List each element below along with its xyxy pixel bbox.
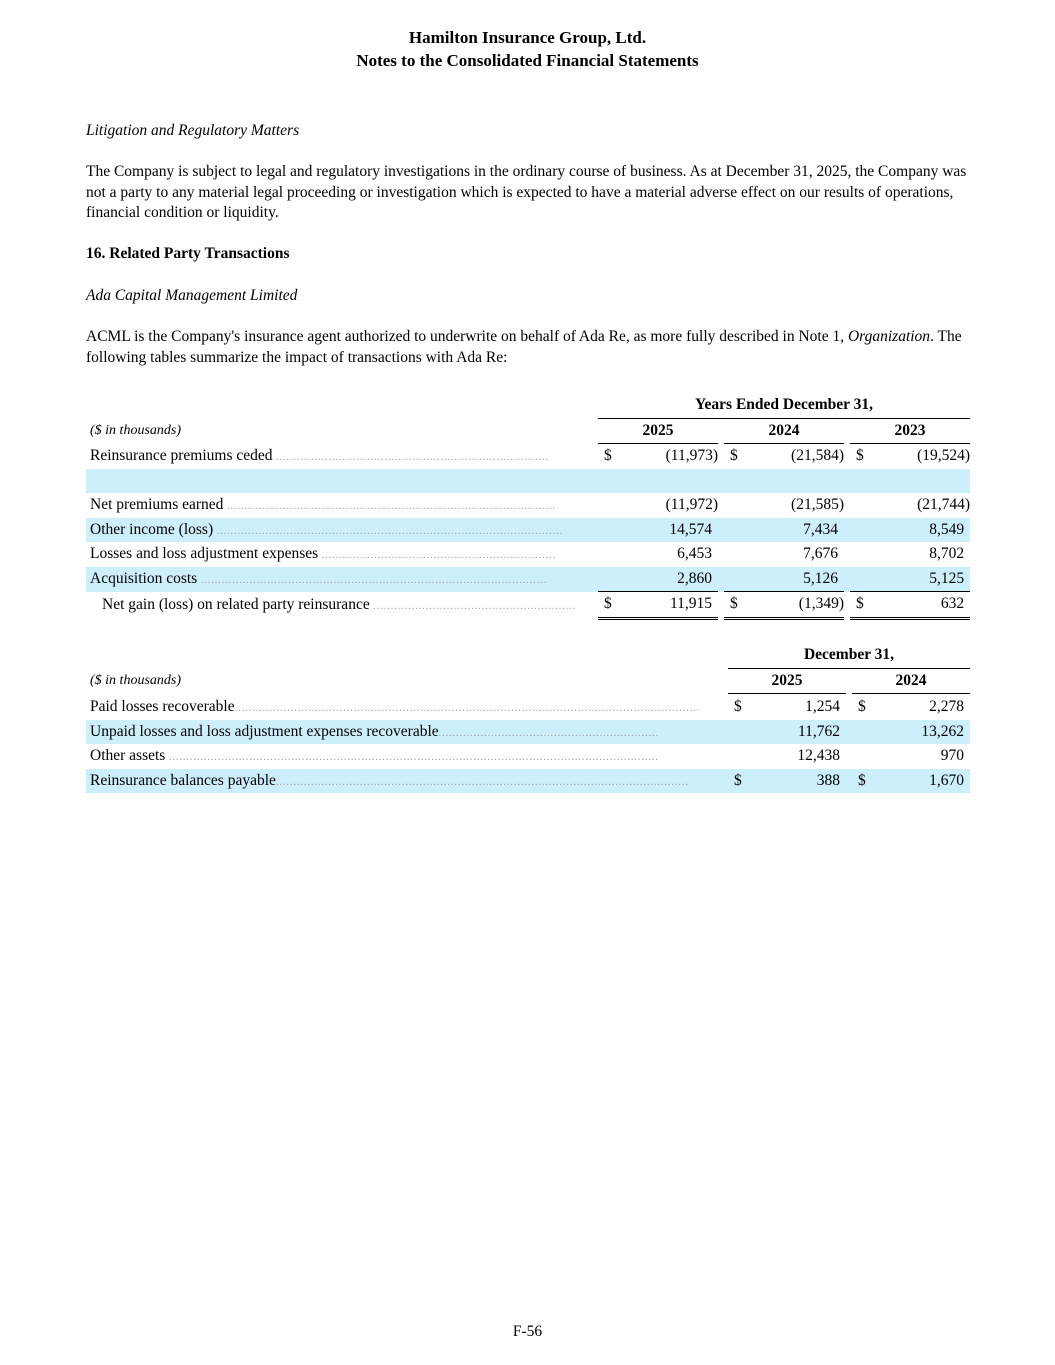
cell-value: (1,349) [798,595,844,613]
cell-value: 14,574 [598,518,718,543]
cell-value: 12,438 [797,747,840,765]
currency-symbol: $ [730,447,738,465]
page-subtitle: Notes to the Consolidated Financial Statements [356,51,699,70]
table-row: Other income (loss) ................................................................................................... 14,574 7,434 8,549 [86,518,970,543]
row-label: Other assets [90,747,166,765]
cell-value: (21,584) [791,447,844,465]
cell-value: 1,670 [878,769,970,794]
table1-year-2024: 2024 [724,418,844,444]
table-row: Paid losses recoverable..................................................................................................................................... $ 1,254 $ 2,278 [86,694,970,720]
cell-value: 11,762 [728,720,846,745]
row-label: Losses and loss adjustment expenses [90,545,319,563]
cell-value: 6,453 [677,545,712,563]
table1-units: ($ in thousands) [90,422,181,438]
related-party-income-table [86,393,970,620]
cell-value: 970 [940,747,964,765]
company-name: Hamilton Insurance Group, Ltd. [408,28,647,47]
table-row: Net premiums earned .............................................................................................. (11,972) (21,585) (21,744) [86,493,970,518]
table-row: Acquisition costs ................................................................................................... 2,860 5,126 5,125 [86,567,970,592]
cell-value: (21,744) [917,496,971,514]
cell-value: 1,254 [805,697,840,715]
cell-value: (11,973) [665,447,718,465]
cell-value: 388 [754,769,846,794]
currency-symbol: $ [604,595,612,613]
cell-value: 8,549 [850,518,970,543]
currency-symbol: $ [852,769,878,794]
blank-shaded-row [86,469,970,494]
cell-value: 13,262 [852,720,970,745]
cell-value: 7,434 [724,518,844,543]
currency-symbol: $ [858,697,866,715]
table2-year-2025: 2025 [728,668,846,694]
section-heading: 16. Related Party Transactions [86,245,290,262]
row-label: Net gain (loss) on related party reinsurance [102,595,370,613]
cell-value: (11,972) [665,496,718,514]
table2-year-2024: 2024 [852,668,970,694]
table2-units: ($ in thousands) [90,672,181,688]
currency-symbol: $ [856,595,864,613]
related-party-balance-table [86,643,970,793]
cell-value: 8,702 [929,545,965,563]
cell-value: 2,278 [929,697,964,715]
table1-group-header: Years Ended December 31, [598,393,970,418]
row-label: Reinsurance premiums ceded [90,447,273,464]
row-label: Unpaid losses and loss adjustment expenses recoverable [90,722,439,740]
table1-year-2023: 2023 [850,418,970,444]
table1-year-2025: 2025 [598,418,718,444]
related-text-b: . The following tables summarize the impact of transactions with Ada Re: [86,328,962,366]
page-number: F-56 [512,1323,543,1340]
currency-symbol: $ [730,595,738,613]
litigation-heading: Litigation and Regulatory Matters [86,122,300,139]
table-row: Other assets ............................................................................................................................................ 12,438 970 [86,744,970,769]
currency-symbol: $ [728,769,754,794]
row-label: Acquisition costs [90,570,198,587]
row-label: Reinsurance balances payable [90,771,276,789]
cell-value: 632 [940,595,965,613]
row-label: Paid losses recoverable [90,697,235,715]
row-label: Other income (loss) [90,520,214,538]
related-text-a: ACML is the Company's insurance agent authorized to underwrite on behalf of Ada Re, as more fully described in Note 1, [86,328,848,345]
subsection-heading: Ada Capital Management Limited [86,287,298,304]
currency-symbol: $ [734,697,742,715]
cell-value: 2,860 [598,567,718,592]
table-row: Losses and loss adjustment expenses ................................................................... 6,453 7,676 8,702 [86,542,970,567]
currency-symbol: $ [604,447,612,465]
litigation-paragraph: The Company is subject to legal and regulatory investigations in the ordinary course of business. As at December 31, 2025, the Company was not a party to any material legal proceeding or investigation which is expected to have a material adverse effect on our results of operations, financial condition or liquidity. [86,163,967,221]
cell-value: 5,126 [724,567,844,592]
table2-group-header: December 31, [728,643,970,668]
table-row: Unpaid losses and loss adjustment expenses recoverable............................................................... 11,762 13,262 [86,720,970,745]
cell-value: (21,585) [791,496,844,514]
table-row: Reinsurance premiums ceded .............................................................................. $ (11,973) $ (21,584) $ (19,524) [86,444,970,469]
row-label: Net premiums earned [90,496,224,514]
currency-symbol: $ [856,447,864,465]
table-row: Reinsurance balances payable...................................................................................................................... $ 388 $ 1,670 [86,769,970,794]
cell-value: 5,125 [850,567,970,592]
table-row-total: Net gain (loss) on related party reinsurance .......................................................... $ 11,915 $ (1,349) $ 632 [86,592,970,619]
cell-value: 7,676 [803,545,838,563]
related-paragraph [86,327,971,368]
cell-value: 11,915 [669,595,712,613]
related-text-em: Organization [847,328,931,345]
cell-value: (19,524) [917,447,971,465]
